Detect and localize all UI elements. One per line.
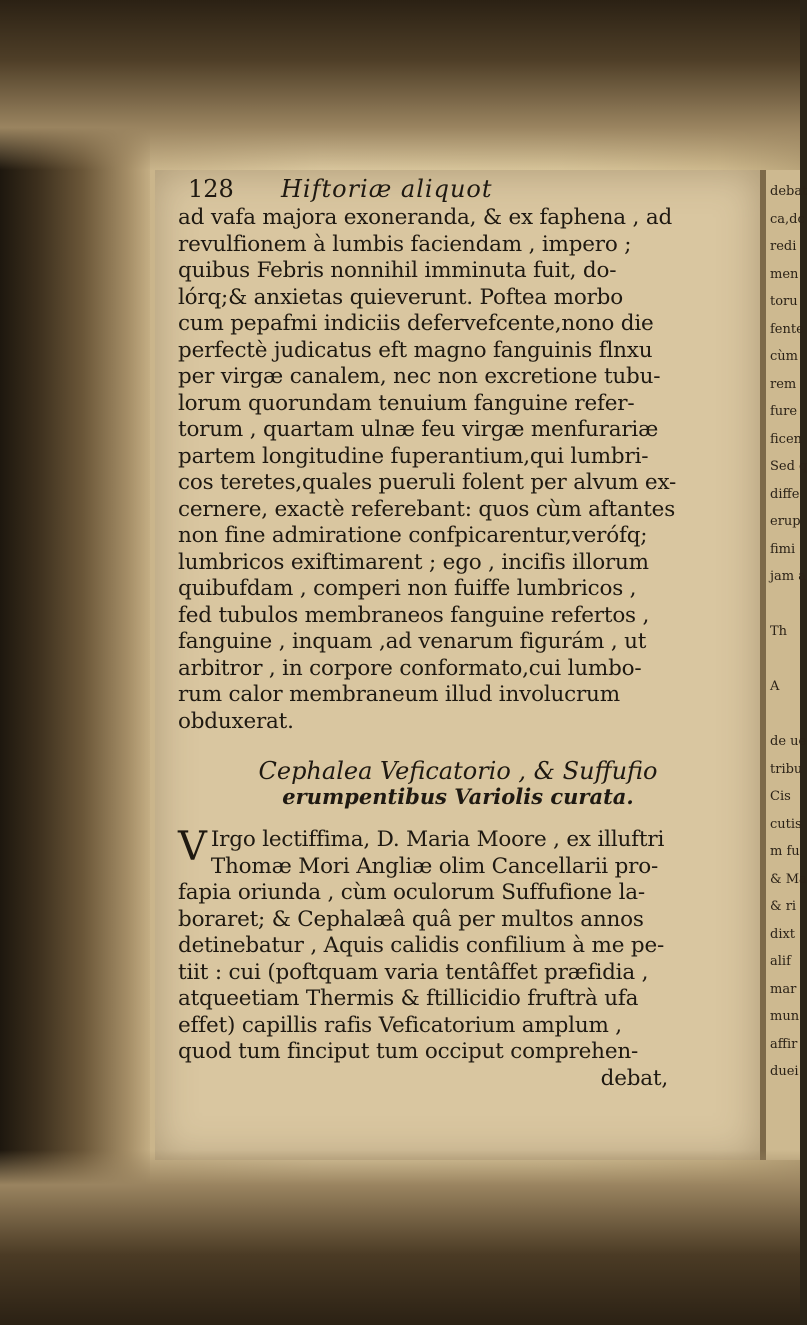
text-line: duei (770, 1064, 799, 1079)
text-line: & ri (770, 899, 797, 914)
text-line: quod tum finciput tum occiput comprehen- (178, 1039, 639, 1064)
text-line: partem longitudine fuperantium,qui lumbri- (178, 443, 649, 469)
text-line (770, 591, 800, 619)
paragraph-2 (178, 824, 738, 1066)
text-line: atqueetiam Thermis & ftillicidio fruftrà ufa (178, 986, 639, 1011)
page-header (178, 175, 738, 205)
text-line: de ue (770, 734, 807, 749)
catchword: debat, (600, 1065, 668, 1091)
page-text (178, 175, 738, 1092)
paragraph-1 (178, 205, 738, 735)
text-line: tribu (770, 761, 803, 777)
text-line: tiit : cui (poftquam varia tentâffet præfidia , (178, 959, 649, 985)
text-line: mar (770, 981, 797, 997)
bottom-shadow (0, 1150, 800, 1325)
text-line: ca,dc (770, 211, 805, 227)
text-line: fure (770, 404, 798, 419)
text-line: Cis (770, 789, 791, 804)
text-line: Th (770, 624, 788, 639)
text-line: quibufdam , comperi non fuiffe lumbricos , (178, 576, 637, 601)
text-line: fanguine , inquam ,ad venarum figurám , ut (178, 629, 647, 654)
text-line: torum , quartam ulnæ feu virgæ menfurariæ (178, 417, 659, 442)
text-line: mun (770, 1009, 800, 1024)
text-line: erup (770, 514, 801, 529)
text-line: detinebatur , Aquis calidis confilium à me pe- (178, 933, 665, 958)
text-line: Irgo lectiffima, D. Maria Moore , ex illuftri (210, 827, 665, 852)
text-line: lórq;& anxietas quieverunt. Poftea morbo (178, 284, 623, 310)
text-line: & Ma (770, 871, 807, 887)
text-line: cos teretes,quales pueruli folent per alvum ex- (178, 470, 677, 495)
text-line: cutis (770, 816, 802, 832)
text-line: revulfionem à lumbis faciendam , impero ; (178, 231, 632, 257)
page-number: 128 (188, 175, 234, 203)
text-line: Sed q (770, 459, 807, 474)
text-line: fente (770, 321, 804, 337)
text-line: cùm (770, 349, 798, 364)
text-line: cum pepafmi indiciis defervefcente,nono die (178, 311, 654, 336)
facing-page-fragments (770, 178, 807, 1086)
text-line: per virgæ canalem, nec non excretione tubu- (178, 364, 661, 389)
text-line: obduxerat. (178, 708, 294, 734)
text-line: Thomæ Mori Angliæ olim Cancellarii pro- (210, 853, 659, 879)
text-line: debat (770, 184, 807, 199)
text-line: quibus Febris nonnihil imminuta fuit, do- (178, 258, 617, 283)
text-line: A (770, 679, 780, 694)
text-line: toru (770, 294, 798, 309)
section-subheading: erumpentibus Variolis curata. (282, 784, 634, 809)
text-line: lumbricos exiftimarent ; ego , incifis illorum (178, 549, 649, 575)
running-title: Hiftoriæ aliquot (281, 175, 493, 203)
text-line: fapia oriunda , cùm oculorum Suffufione la- (178, 880, 645, 905)
text-line: cernere, exactè referebant: quos cùm aftantes (178, 496, 676, 522)
section-heading: Cephalea Veficatorio , & Suffufio (258, 757, 658, 785)
text-line: ficen (770, 431, 803, 447)
text-line: m fu (770, 844, 800, 859)
text-line: men (770, 266, 799, 282)
text-line: lorum quorundam tenuium fanguine refer- (178, 390, 635, 416)
paragraph-2-body (178, 880, 738, 1066)
top-shadow (0, 0, 800, 170)
text-line: effet) capillis rafis Veficatorium amplum , (178, 1012, 622, 1038)
text-line: alif (770, 954, 791, 969)
text-line: perfectè judicatus eft magno fanguinis flnxu (178, 337, 653, 363)
text-line: diffe (770, 486, 800, 502)
drop-cap: V (178, 824, 207, 870)
paragraph-2-opening (178, 824, 738, 880)
book-gutter (0, 0, 150, 1325)
text-line: rum calor membraneum illud involucrum (178, 682, 620, 707)
text-line: non fine admiratione confpicarentur,verófq; (178, 523, 648, 548)
text-line: redi (770, 239, 797, 254)
text-line (770, 646, 800, 674)
text-line: boraret; & Cephalæâ quâ per multos annos (178, 906, 644, 932)
text-line: dixt (770, 926, 796, 942)
text-line (770, 701, 800, 729)
text-line: affir (770, 1036, 798, 1052)
text-line: jam a (770, 569, 806, 584)
text-line: fimi (770, 541, 796, 557)
text-line: rem (770, 376, 797, 392)
text-line: fed tubulos membraneos fanguine refertos , (178, 602, 650, 628)
text-line: arbitror , in corpore conformato,cui lumbo- (178, 655, 642, 681)
text-line: ad vafa majora exoneranda, & ex faphena , ad (178, 205, 673, 230)
